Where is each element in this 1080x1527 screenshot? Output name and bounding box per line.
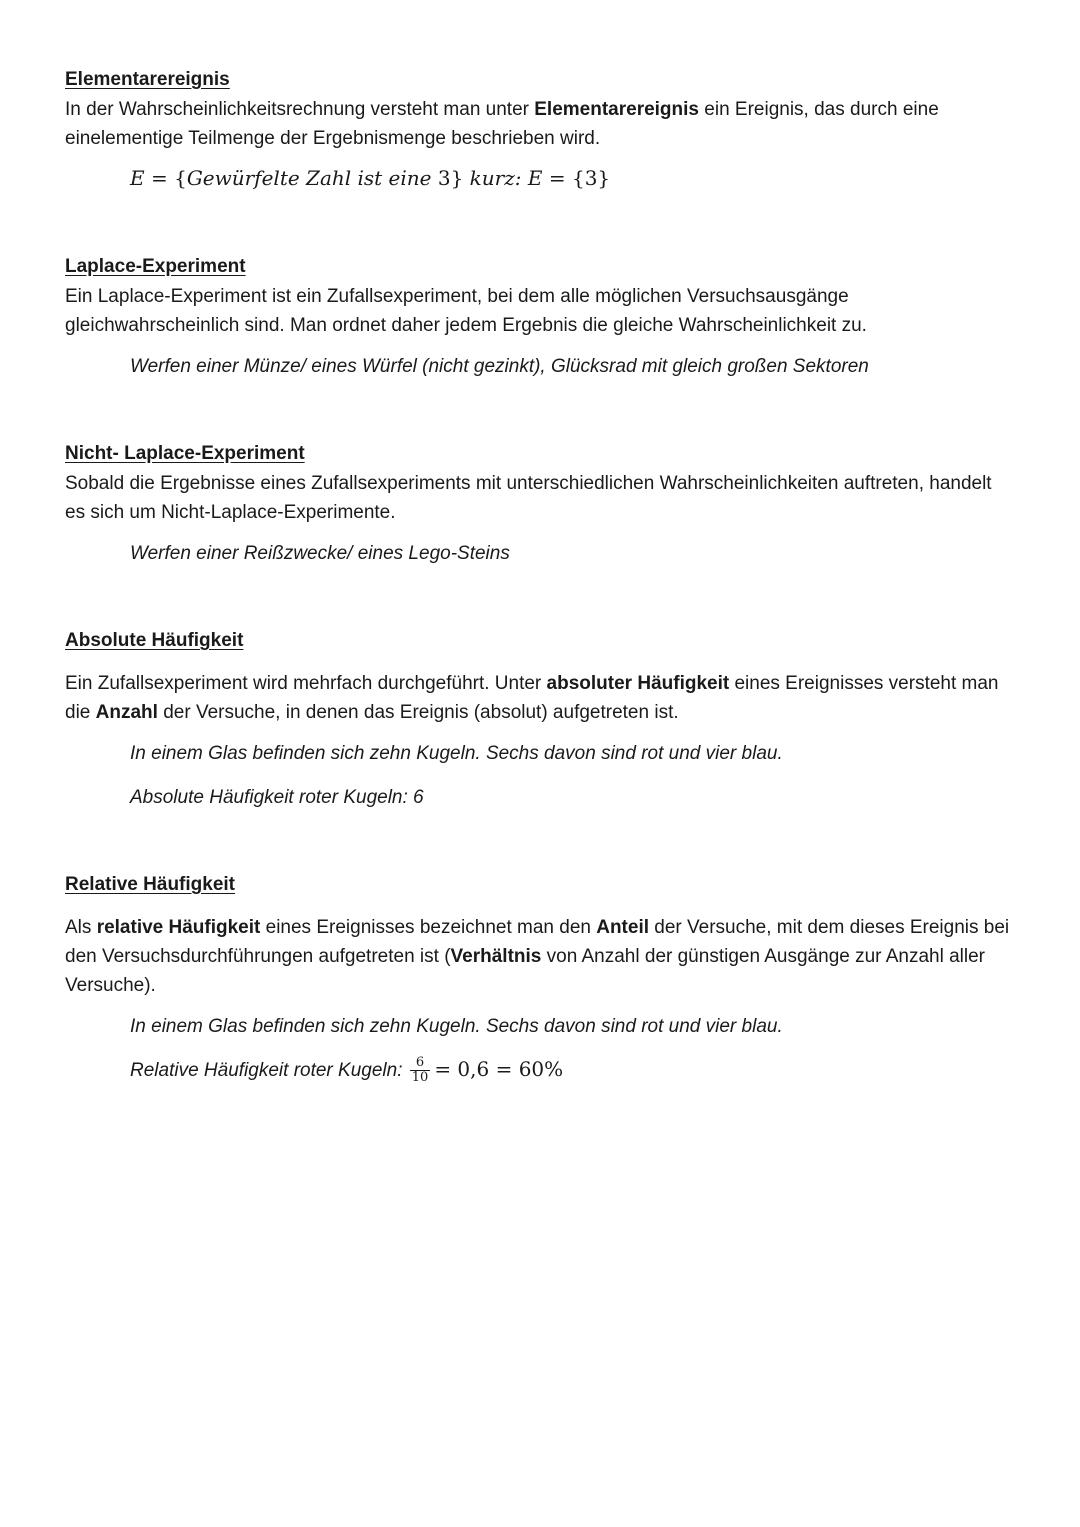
section-absolute-haeufigkeit	[65, 629, 1015, 811]
heading-elementarereignis: Elementarereignis	[65, 69, 230, 90]
formula-elementarereignis: E = {Gewürfelte Zahl ist eine 3} kurz: E = {3}	[130, 166, 611, 190]
definition-relative-haeufigkeit: Als relative Häufigkeit eines Ereignisses bezeichnet man den Anteil der Versuche, mit dem dieses Ereignis bei den Versuchsdurchführungen aufgetreten ist (Verhältnis von Anzahl der günstigen Ausgänge zur Anzahl aller Versuche).	[65, 917, 1010, 996]
section-relative-haeufigkeit	[65, 873, 1015, 1085]
heading-nicht-laplace: Nicht- Laplace-Experiment	[65, 443, 305, 464]
heading-laplace: Laplace-Experiment	[65, 256, 246, 277]
example-relative-1: In einem Glas befinden sich zehn Kugeln. Sechs davon sind rot und vier blau.	[130, 1016, 783, 1037]
definition-laplace: Ein Laplace-Experiment ist ein Zufallsexperiment, bei dem alle möglichen Versuchsausgänge gleichwahrscheinlich sind. Man ordnet daher jedem Ergebnis die gleiche Wahrscheinlichkeit zu.	[65, 286, 867, 336]
example-laplace: Werfen einer Münze/ eines Würfel (nicht gezinkt), Glücksrad mit gleich großen Sektoren	[130, 356, 869, 377]
heading-absolute-haeufigkeit: Absolute Häufigkeit	[65, 630, 244, 651]
section-elementarereignis	[65, 68, 1015, 191]
example-nicht-laplace: Werfen einer Reißzwecke/ eines Lego-Steins	[130, 543, 510, 564]
heading-relative-haeufigkeit: Relative Häufigkeit	[65, 874, 235, 895]
example-relative-2: Relative Häufigkeit roter Kugeln: $\frac{6}{10}$ = 0,6 = 60%	[130, 1055, 564, 1086]
section-laplace	[65, 255, 1015, 380]
example-absolute-1: In einem Glas befinden sich zehn Kugeln. Sechs davon sind rot und vier blau.	[130, 743, 783, 764]
definition-elementarereignis: In der Wahrscheinlichkeitsrechnung versteht man unter Elementarereignis ein Ereignis, das durch eine einelementige Teilmenge der Ergebnismenge beschrieben wird.	[65, 99, 939, 149]
section-nicht-laplace	[65, 442, 1015, 567]
definition-nicht-laplace: Sobald die Ergebnisse eines Zufallsexperiments mit unterschiedlichen Wahrscheinlichkeiten auftreten, handelt es sich um Nicht-Laplace-Experimente.	[65, 473, 992, 523]
definition-absolute-haeufigkeit: Ein Zufallsexperiment wird mehrfach durchgeführt. Unter absoluter Häufigkeit eines Ereignisses versteht man die Anzahl der Versuche, in denen das Ereignis (absolut) aufgetreten ist.	[65, 673, 999, 723]
example-absolute-2: Absolute Häufigkeit roter Kugeln: 6	[130, 787, 424, 808]
fraction-six-tenths: $\frac{6}{10}$	[411, 1055, 429, 1086]
